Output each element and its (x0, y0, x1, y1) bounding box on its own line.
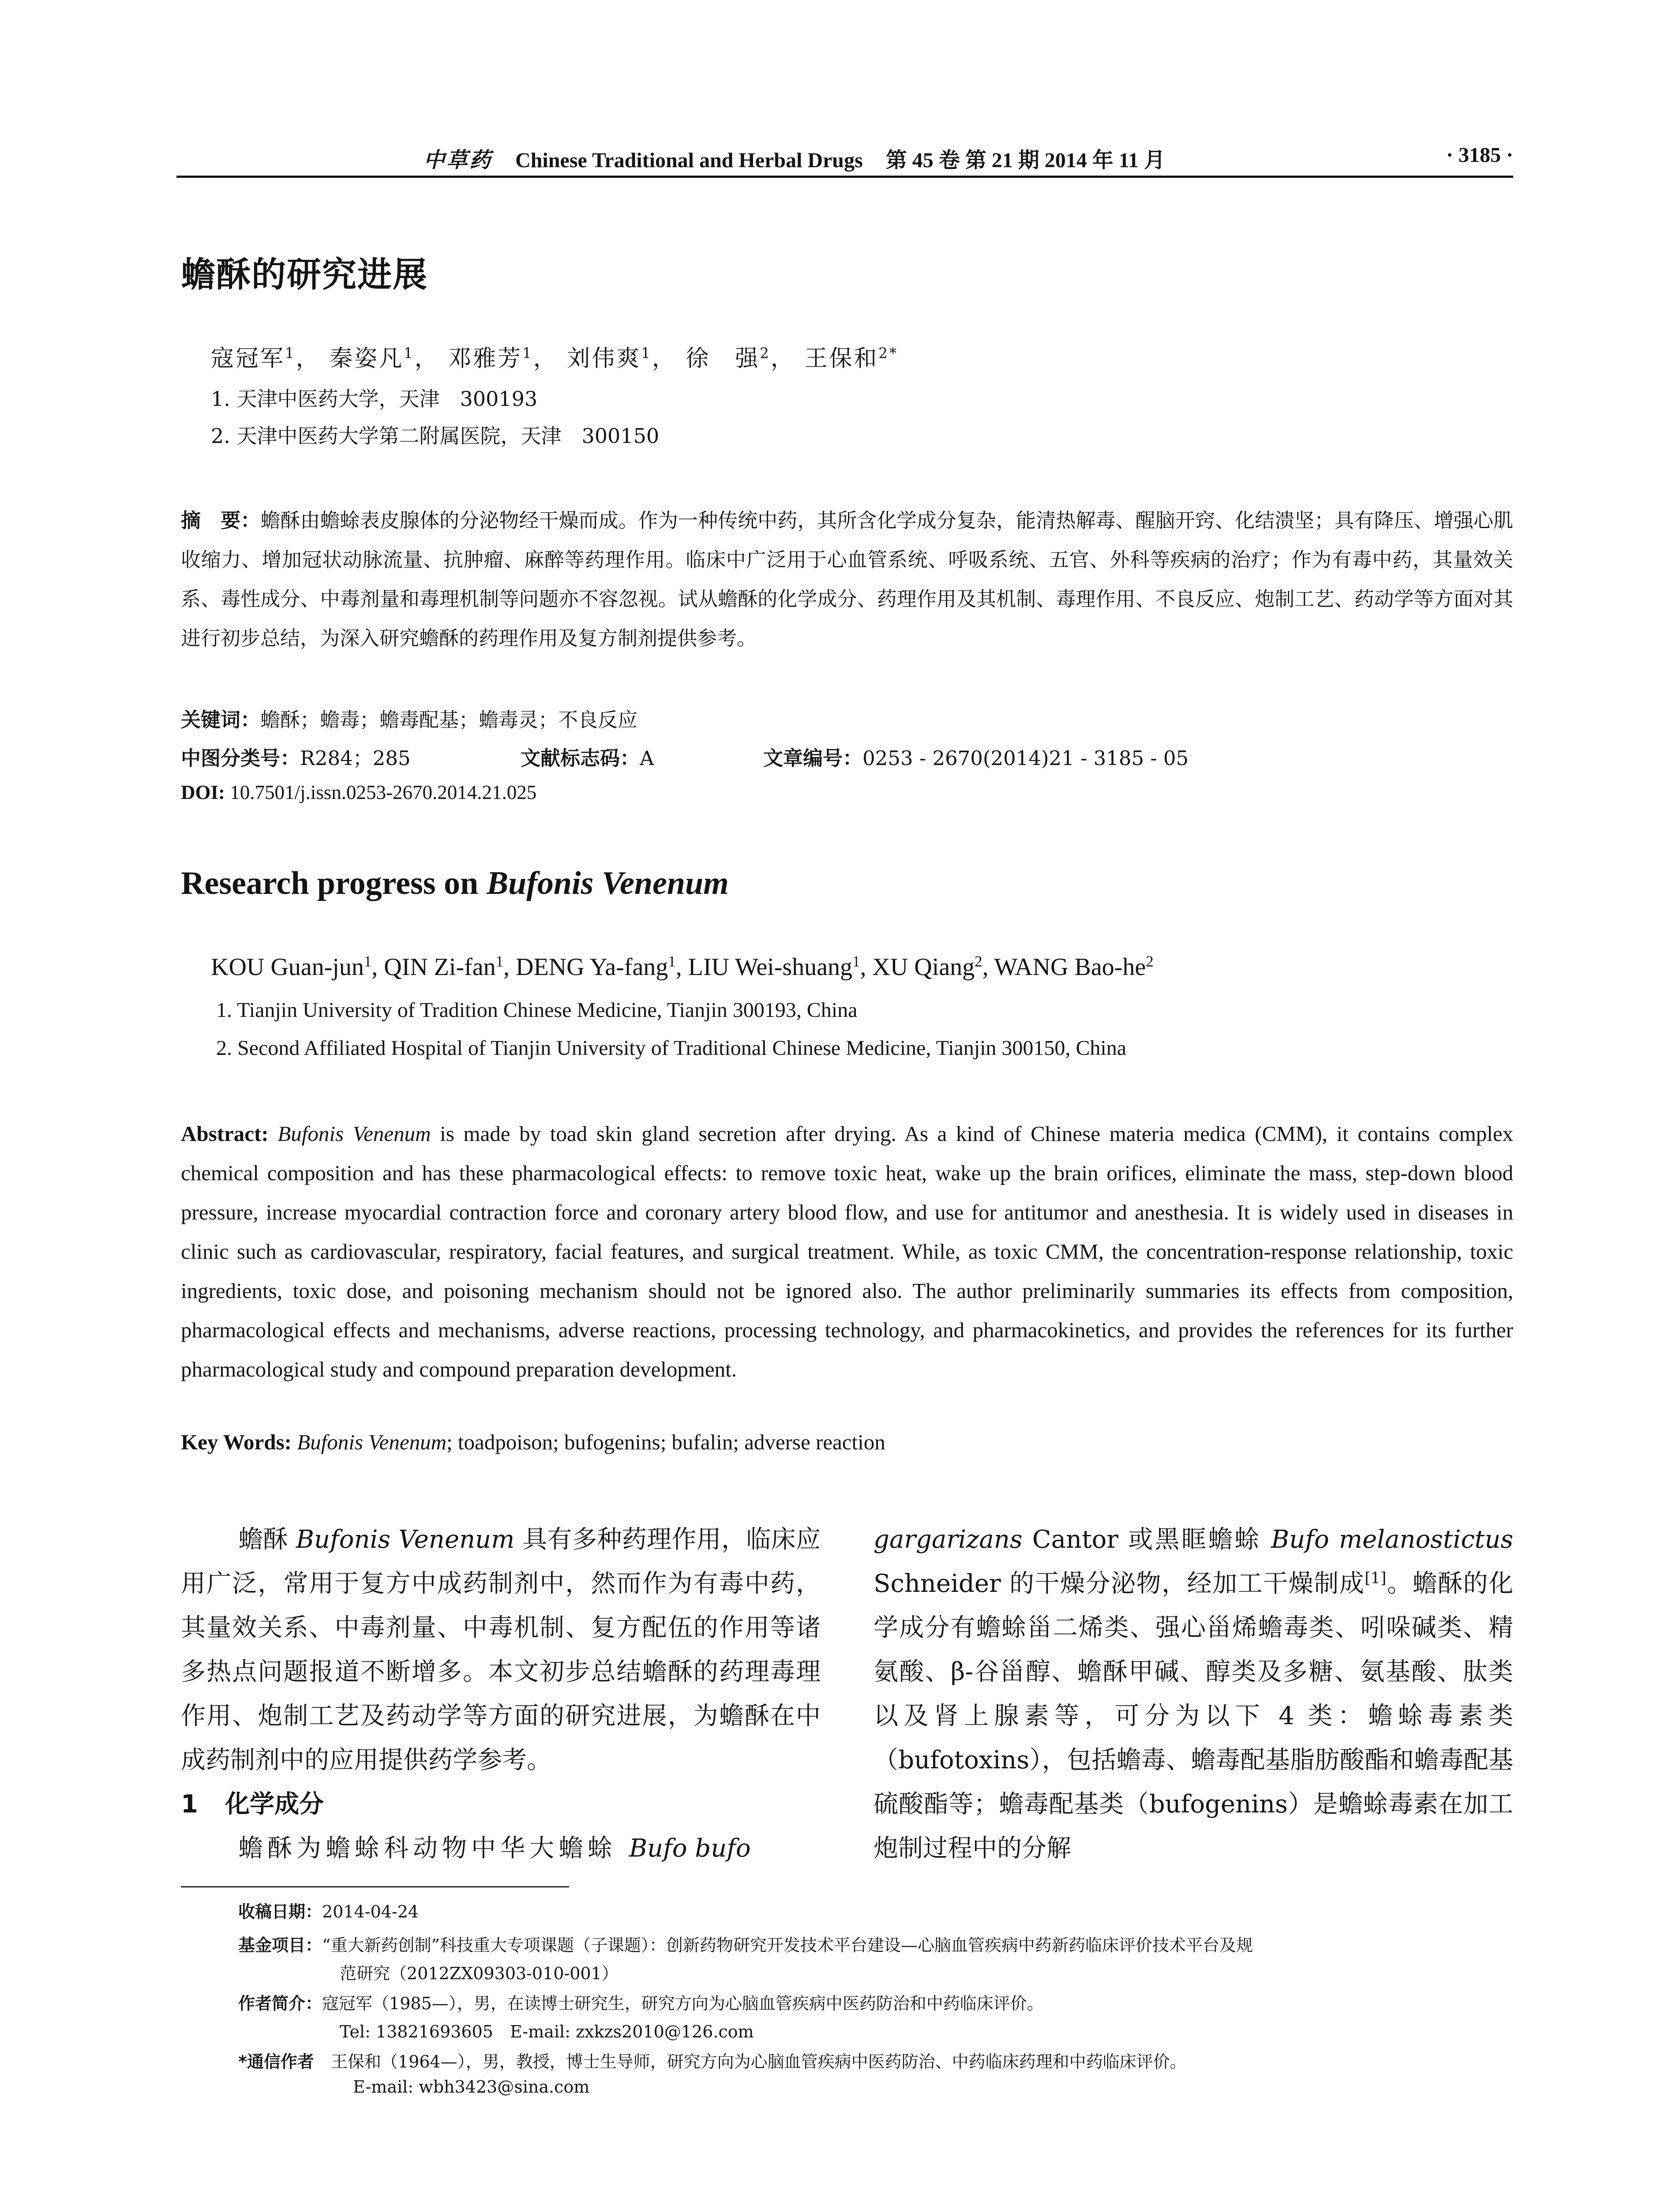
corresponding-text: 王保和（1964—），男，教授，博士生导师，研究方向为心脑血管疾病中医药防治、中药临床药理和中药临床评价。 (330, 2052, 1187, 2071)
fund-label: 基金项目： (238, 1936, 322, 1955)
author-list-cn: 寇冠军$^1$， 秦姿凡$^1$， 邓雅芳$^1$， 刘伟爽$^1$， 徐 强$^2$， 王保和$^{2*}$ (211, 345, 898, 372)
running-header (176, 140, 1513, 180)
author-name: DENG Ya-fang (516, 953, 668, 981)
article-no-value: 0253 - 2670(2014)21 - 3185 - 05 (862, 747, 1189, 770)
author-name: 王保和 (804, 345, 879, 372)
author-affiliation-mark: 1 (404, 345, 415, 362)
abstract-cn (181, 501, 1513, 658)
section-1-paragraph-cont (874, 1518, 1513, 1871)
author-affiliation-mark: 1 (641, 345, 652, 362)
author-name: 徐 强 (686, 345, 760, 372)
abstract-cn-label: 摘 要： (181, 509, 261, 532)
keywords-cn-text: 蟾酥；蟾毒；蟾毒配基；蟾毒灵；不良反应 (260, 708, 638, 732)
author-affiliation-mark: 1 (522, 345, 533, 362)
s1-text-c: Schneider 的干燥分泌物，经加工干燥制成 (874, 1569, 1365, 1598)
affiliation-en-1: 1. Tianjin University of Tradition Chinese Medicine, Tianjin 300193, China (216, 998, 858, 1022)
footnote-author (238, 1990, 1044, 2014)
journal-name-en: Chinese Traditional and Herbal Drugs (515, 149, 863, 172)
footnote-corresponding (238, 2048, 1187, 2072)
s1-text-b: Cantor 或黑眶蟾蜍 (1022, 1525, 1271, 1554)
keywords-cn-label: 关键词： (181, 708, 261, 732)
intro-text-a: 蟾酥 (238, 1525, 296, 1554)
header-rule (176, 176, 1513, 178)
article-title-en (181, 865, 729, 902)
intro-paragraph (181, 1518, 821, 1782)
received-label: 收稿日期： (238, 1902, 322, 1921)
section-1-number: 1 (181, 1790, 198, 1819)
keywords-en-label: Key Words: (181, 1430, 292, 1454)
author-name: KOU Guan-jun (211, 953, 364, 981)
author-name: WANG Bao-he (994, 953, 1146, 981)
abstract-cn-text: 蟾酥由蟾蜍表皮腺体的分泌物经干燥而成。作为一种传统中药，其所含化学成分复杂，能清热解毒、醒脑开窍、化结溃坚；具有降压、增强心肌收缩力、增加冠状动脉流量、抗肿瘤、麻醉等药理作用。临床中广泛用于心血管系统、呼吸系统、五官、外科等疾病的治疗；作为有毒中药，其量效关系、毒性成分、中毒剂量和毒理机制等问题亦不容忽视。试从蟾酥的化学成分、药理作用及其机制、毒理作用、不良反应、炮制工艺、药动学等方面对其进行初步总结，为深入研究蟾酥的药理作用及复方制剂提供参考。 (181, 509, 1513, 650)
author-affiliation-mark: 2 (1146, 953, 1154, 970)
title-en-prefix: Research progress on (181, 865, 487, 901)
author-name: 寇冠军 (211, 345, 285, 372)
author-affiliation-mark: 2 (975, 953, 982, 970)
page-number: · 3185 · (1446, 143, 1513, 167)
author-affiliation-mark: 2* (878, 345, 898, 362)
affiliation-cn-2: 2. 天津中医药大学第二附属医院，天津 300150 (211, 424, 660, 448)
footnote-corresponding-email: E-mail: wbh3423@sina.com (353, 2077, 590, 2097)
doc-code-value: A (640, 747, 654, 770)
footnote-rule (181, 1886, 569, 1887)
intro-latin-name: Bufonis Venenum (296, 1525, 515, 1554)
article-no-label: 文章编号： (763, 747, 863, 770)
doi-row (181, 781, 536, 804)
title-en-italic: Bufonis Venenum (486, 865, 729, 901)
body-column-right (874, 1518, 1513, 1871)
keywords-en-italic: Bufonis Venenum (297, 1430, 447, 1454)
section-1-heading (181, 1782, 821, 1827)
author-affiliation-mark: 1 (285, 345, 296, 362)
author-name: 邓雅芳 (448, 345, 523, 372)
citation-ref[interactable]: [1] (1365, 1569, 1387, 1587)
doi-value: 10.7501/j.issn.0253-2670.2014.21.025 (230, 781, 537, 803)
author-affiliation-mark: 2 (760, 345, 771, 362)
s1-latin-name-2: Bufo melanostictus (1271, 1525, 1513, 1554)
author-list-en: KOU Guan-jun$^1$, QIN Zi-fan$^1$, DENG Ya-fang$^1$, LIU Wei-shuang$^1$, XU Qiang$^2$, WANG Bao-$he^2$ (211, 953, 1154, 981)
journal-issue: 第 45 卷 第 21 期 2014 年 11 月 (885, 149, 1166, 172)
clc-label: 中图分类号： (181, 747, 300, 770)
fund-text-1: “重大新药创制”科技重大专项课题（子课题）：创新药物研究开发技术平台建设—心脑血管疾病中药新药临床评价技术平台及规 (322, 1936, 1253, 1955)
doi-label: DOI: (181, 781, 225, 803)
author-affiliation-mark: 1 (364, 953, 372, 970)
author-affiliation-mark: 1 (495, 953, 503, 970)
s1-latin-name-1: gargarizans (874, 1525, 1023, 1554)
s1-text-a: 蟾酥为蟾蜍科动物中华大蟾蜍 (238, 1834, 629, 1863)
footnote-received (238, 1898, 419, 1922)
author-bio-text: 寇冠军（1985—），男，在读博士研究生，研究方向为心脑血管疾病中医药防治和中药临床评价。 (322, 1994, 1044, 2013)
affiliation-cn-1: 1. 天津中医药大学，天津 300193 (211, 387, 538, 411)
s1-latin-fragment: Bufo bufo (629, 1834, 751, 1863)
doc-code-label: 文献标志码： (521, 747, 640, 770)
author-name: 秦姿凡 (330, 345, 404, 372)
author-affiliation-mark: 1 (668, 953, 676, 970)
abstract-en-italic: Bufonis Venenum (278, 1122, 431, 1146)
author-name: XU Qiang (872, 953, 975, 981)
abstract-en-label: Abstract: (181, 1122, 269, 1146)
footnote-fund (238, 1932, 1253, 1956)
journal-name-cn: 中草药 (424, 148, 493, 173)
article-title-cn: 蟾酥的研究进展 (181, 255, 428, 295)
author-affiliation-mark: 1 (852, 953, 860, 970)
keywords-cn (181, 704, 638, 732)
abstract-en (181, 1114, 1513, 1389)
author-name: 刘伟爽 (567, 345, 641, 372)
journal-info (424, 143, 1165, 173)
author-bio-label: 作者简介： (238, 1994, 322, 2013)
corresponding-label: *通信作者 (238, 2052, 314, 2071)
s1-text-d: 。蟾酥的化学成分有蟾蜍甾二烯类、强心甾烯蟾毒类、吲哚碱类、精氨酸、β-谷甾醇、蟾酥甲碱、醇类及多糖、氨基酸、肽类以及肾上腺素等，可分为以下 4 类：蟾蜍毒素类（bufotoxins），包括蟾毒、蟾毒配基脂肪酸酯和蟾毒配基硫酸酯等；蟾毒配基类（bufogenins）是蟾蜍毒素在加工炮制过程中的分解 (874, 1569, 1514, 1863)
clc-value: R284；285 (300, 747, 411, 770)
section-1-title: 化学成分 (225, 1790, 324, 1819)
author-name: LIU Wei-shuang (688, 953, 853, 981)
body-column-left (181, 1518, 821, 1871)
intro-text-b: 具有多种药理作用，临床应用广泛，常用于复方中成药制剂中，然而作为有毒中药，其量效关系、中毒剂量、中毒机制、复方配伍的作用等诸多热点问题报道不断增多。本文初步总结蟾酥的药理毒理作用、炮制工艺及药动学等方面的研究进展，为蟾酥在中成药制剂中的应用提供药学参考。 (181, 1525, 821, 1775)
footnote-fund-cont: 范研究（2012ZX09303-010-001） (340, 1964, 619, 1983)
section-1-paragraph-start (181, 1827, 821, 1871)
received-date: 2014-04-24 (322, 1902, 419, 1921)
keywords-en (181, 1429, 885, 1455)
author-name: QIN Zi-fan (384, 953, 496, 981)
abstract-en-text: is made by toad skin gland secretion after drying. As a kind of Chinese materia medica (CMM), it contains complex chemical composition and has these pharmacological effects: to remove toxic heat, wake up the brain orifices, eliminate the mass, step-down blood pressure, increase myocardial contraction force and coronary artery blood flow, and use for antitumor and anesthesia. It is widely used in diseases in clinic such as cardiovascular, respiratory, facial features, and surgical treatment. While, as toxic CMM, the concentration-response relationship, toxic ingredients, toxic dose, and poisoning mechanism should not be ignored also. The author preliminarily summaries its effects from composition, pharmacological effects and mechanisms, adverse reactions, processing technology, and pharmacokinetics, and provides the references for its further pharmacological study and compound preparation development. (181, 1122, 1513, 1381)
keywords-en-text: ; toadpoison; bufogenins; bufalin; adverse reaction (446, 1430, 885, 1454)
footnote-author-contact: Tel: 13821693605 E-mail: zxkzs2010@126.com (340, 2022, 754, 2041)
affiliation-en-2: 2. Second Affiliated Hospital of Tianjin University of Traditional Chinese Medicine, Tianjin 300150, China (216, 1036, 1127, 1060)
